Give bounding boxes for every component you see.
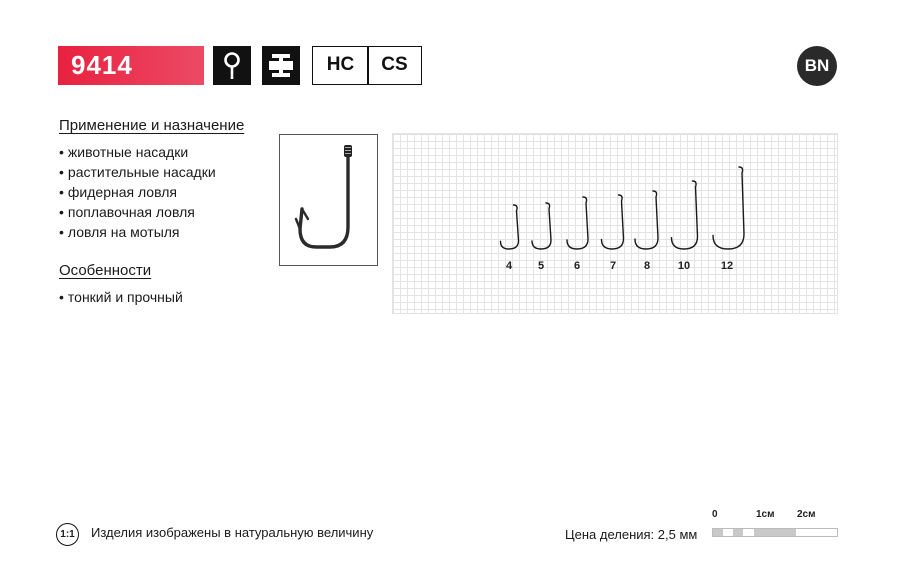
ruler-label: 0	[712, 509, 718, 520]
hook-outline	[532, 203, 551, 249]
code-cs: CS	[367, 46, 422, 85]
ring-eye-icon	[213, 46, 251, 85]
ruler-label: 2см	[797, 509, 816, 520]
features-list	[59, 287, 183, 307]
scale-note: Изделия изображены в натуральную величину	[91, 525, 374, 540]
hook-outline	[567, 197, 588, 249]
hook-outline	[672, 181, 698, 249]
hook-sizes-chart	[392, 133, 838, 314]
size-label: 10	[677, 260, 691, 272]
list-item: • фидерная ловля	[59, 182, 216, 202]
ruler	[712, 528, 838, 537]
ruler-segment	[713, 529, 723, 536]
list-item: • тонкий и прочный	[59, 287, 183, 307]
size-label: 12	[720, 260, 734, 272]
usage-title: Применение и назначение	[59, 117, 245, 134]
ruler-segment	[754, 529, 796, 536]
ruler-segment	[733, 529, 743, 536]
code-hc: HC	[312, 46, 369, 85]
division-note: Цена деления: 2,5 мм	[565, 527, 698, 542]
hook-photo	[279, 134, 378, 266]
list-item: • поплавочная ловля	[59, 202, 216, 222]
size-label: 7	[609, 260, 617, 272]
size-label: 6	[573, 260, 581, 272]
ruler-label: 1см	[756, 509, 775, 520]
spade-shank-icon	[262, 46, 300, 85]
hook-outline	[713, 167, 744, 249]
scale-badge: 1:1	[56, 523, 79, 546]
hook-outline	[635, 191, 658, 249]
usage-list	[59, 142, 216, 242]
list-item: • ловля на мотыля	[59, 222, 216, 242]
finish-badge: BN	[797, 46, 837, 86]
size-label: 4	[505, 260, 513, 272]
features-title: Особенности	[59, 262, 152, 279]
list-item: • растительные насадки	[59, 162, 216, 182]
list-item: • животные насадки	[59, 142, 216, 162]
hook-outline	[501, 205, 519, 249]
size-label: 5	[537, 260, 545, 272]
size-label: 8	[643, 260, 651, 272]
hook-outline	[602, 195, 624, 249]
model-number-badge: 9414	[58, 46, 204, 85]
